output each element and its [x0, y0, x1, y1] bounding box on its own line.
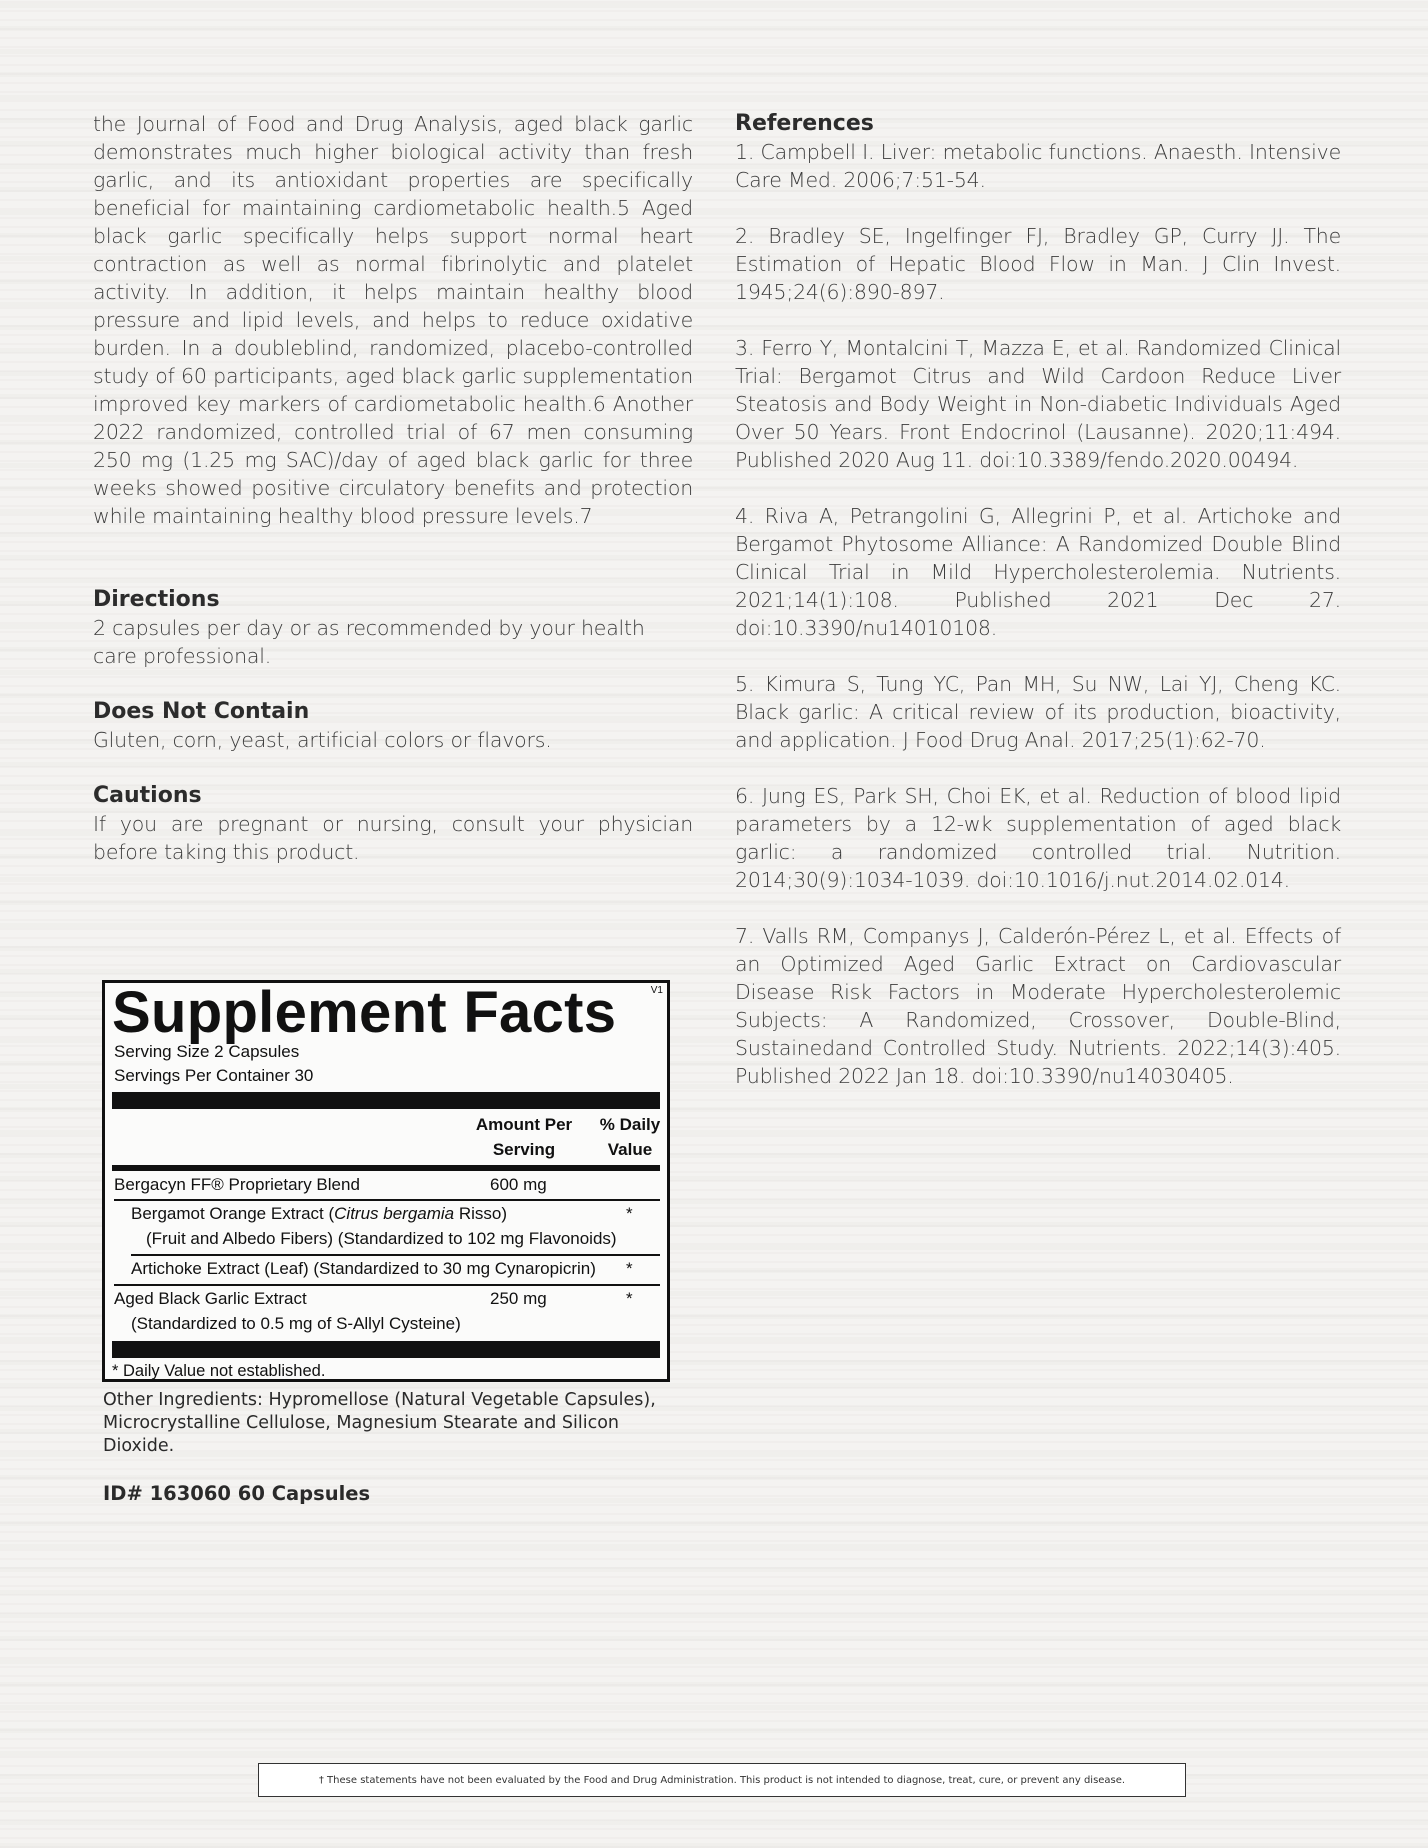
col-daily-value-header: % Daily Value [599, 1115, 661, 1159]
references-column [735, 110, 1341, 1118]
garlic-amount: 250 mg [490, 1289, 547, 1308]
divider-thin [114, 1199, 660, 1201]
reference-item: 4. Riva A, Petrangolini G, Allegrini P, et al. Artichoke and Bergamot Phytosome Alliance: A Randomized Double Blind Clinical Trial in Mild Hypercholesterolemia. Nutrients. 2021;14(1):108. Published 2021 Dec 27. doi:10.3390/nu14010108. [735, 504, 1341, 640]
supplement-facts-panel [102, 980, 670, 1382]
does-not-contain-heading: Does Not Contain [93, 699, 310, 724]
directions-heading: Directions [93, 587, 220, 612]
does-not-contain-section [93, 698, 693, 754]
bergamot-line-1: Bergamot Orange Extract (Citrus bergamia Risso) [131, 1204, 508, 1223]
reference-item: 1. Campbell I. Liver: metabolic functions. Anaesth. Intensive Care Med. 2006;7:51-54. [735, 140, 1341, 192]
artichoke-line: Artichoke Extract (Leaf) (Standardized to 30 mg Cynaropicrin) [131, 1259, 596, 1278]
divider-thick [112, 1092, 660, 1109]
garlic-line-2: (Standardized to 0.5 mg of S-Allyl Cysteine) [131, 1314, 461, 1333]
reference-item: 2. Bradley SE, Ingelfinger FJ, Bradley GP, Curry JJ. The Estimation of Hepatic Blood Flow in Man. J Clin Invest. 1945;24(6):890-897. [735, 224, 1341, 304]
other-ingredients: Other Ingredients: Hypromellose (Natural Vegetable Capsules), Microcrystalline Cellulose, Magnesium Stearate and Silicon Dioxide. [103, 1390, 656, 1456]
reference-item: 3. Ferro Y, Montalcini T, Mazza E, et al. Randomized Clinical Trial: Bergamot Citrus and Wild Cardoon Reduce Liver Steatosis and Body Weight in Non-diabetic Individuals Aged Over 50 Years. Front Endocrinol (Lausanne). 2020;11:494. Published 2020 Aug 11. doi:10.3389/fendo.2020.00494. [735, 336, 1341, 472]
panel-version: V1 [650, 985, 663, 996]
bergamot-dv: * [626, 1204, 633, 1223]
divider-thin [131, 1254, 660, 1256]
cautions-text: If you are pregnant or nursing, consult your physician before taking this product. [93, 812, 693, 864]
reference-item: 6. Jung ES, Park SH, Choi EK, et al. Reduction of blood lipid parameters by a 12-wk supplementation of aged black garlic: a randomized controlled trial. Nutrition. 2014;30(9):1034-1039. doi:10.1016/j.nut.2014.02.014. [735, 784, 1341, 892]
left-column [93, 110, 693, 866]
garlic-dv: * [626, 1289, 633, 1308]
reference-item: 5. Kimura S, Tung YC, Pan MH, Su NW, Lai YJ, Cheng KC. Black garlic: A critical review of its production, bioactivity, and application. J Food Drug Anal. 2017;25(1):62-70. [735, 672, 1341, 752]
col-amount-header: Amount Per Serving [475, 1115, 573, 1159]
servings-per-container: Servings Per Container 30 [114, 1066, 314, 1085]
bergamot-line-2: (Fruit and Albedo Fibers) (Standardized to 102 mg Flavonoids) [146, 1229, 617, 1248]
divider-thin [114, 1284, 660, 1286]
cautions-section [93, 782, 693, 866]
blend-name: Bergacyn FF® Proprietary Blend [114, 1175, 360, 1194]
directions-text: 2 capsules per day or as recommended by your health care professional. [93, 616, 645, 668]
fda-disclaimer [258, 1763, 1186, 1797]
does-not-contain-text: Gluten, corn, yeast, artificial colors or flavors. [93, 728, 552, 752]
fda-disclaimer-text: † These statements have not been evaluated by the Food and Drug Administration. This product is not intended to diagnose, treat, cure, or prevent any disease. [318, 1774, 1126, 1786]
artichoke-dv: * [626, 1259, 633, 1278]
garlic-line-1: Aged Black Garlic Extract [114, 1289, 307, 1308]
blend-amount: 600 mg [490, 1175, 547, 1194]
daily-value-footnote: * Daily Value not established. [112, 1362, 326, 1380]
supplement-facts-title: Supplement Facts [112, 980, 617, 1045]
divider-thick [112, 1341, 660, 1358]
divider-medium [112, 1165, 660, 1171]
directions-section [93, 586, 693, 670]
reference-item: 7. Valls RM, Companys J, Calderón-Pérez L, et al. Effects of an Optimized Aged Garlic Extract on Cardiovascular Disease Risk Factors in Moderate Hypercholesterolemic Subjects: A Randomized, Crossover, Double-Blind, Sustainedand Controlled Study. Nutrients. 2022;14(3):405. Published 2022 Jan 18. doi:10.3390/nu14030405. [735, 924, 1341, 1088]
cautions-heading: Cautions [93, 783, 202, 808]
serving-size: Serving Size 2 Capsules [114, 1042, 300, 1061]
references-heading: References [735, 111, 874, 136]
intro-paragraph: the Journal of Food and Drug Analysis, aged black garlic demonstrates much higher biological activity than fresh garlic, and its antioxidant properties are specifically beneficial for maintaining cardiometabolic health.5 Aged black garlic specifically helps support normal heart contraction as well as normal fibrinolytic and platelet activity. In addition, it helps maintain healthy blood pressure and lipid levels, and helps to reduce oxidative burden. In a doubleblind, randomized, placebo-controlled study of 60 participants, aged black garlic supplementation improved key markers of cardiometabolic health.6 Another 2022 randomized, controlled trial of 67 men consuming 250 mg (1.25 mg SAC)/day of aged black garlic for three weeks showed positive circulatory benefits and protection while maintaining healthy blood pressure levels.7 [93, 112, 693, 528]
product-id: ID# 163060 60 Capsules [103, 1482, 371, 1505]
